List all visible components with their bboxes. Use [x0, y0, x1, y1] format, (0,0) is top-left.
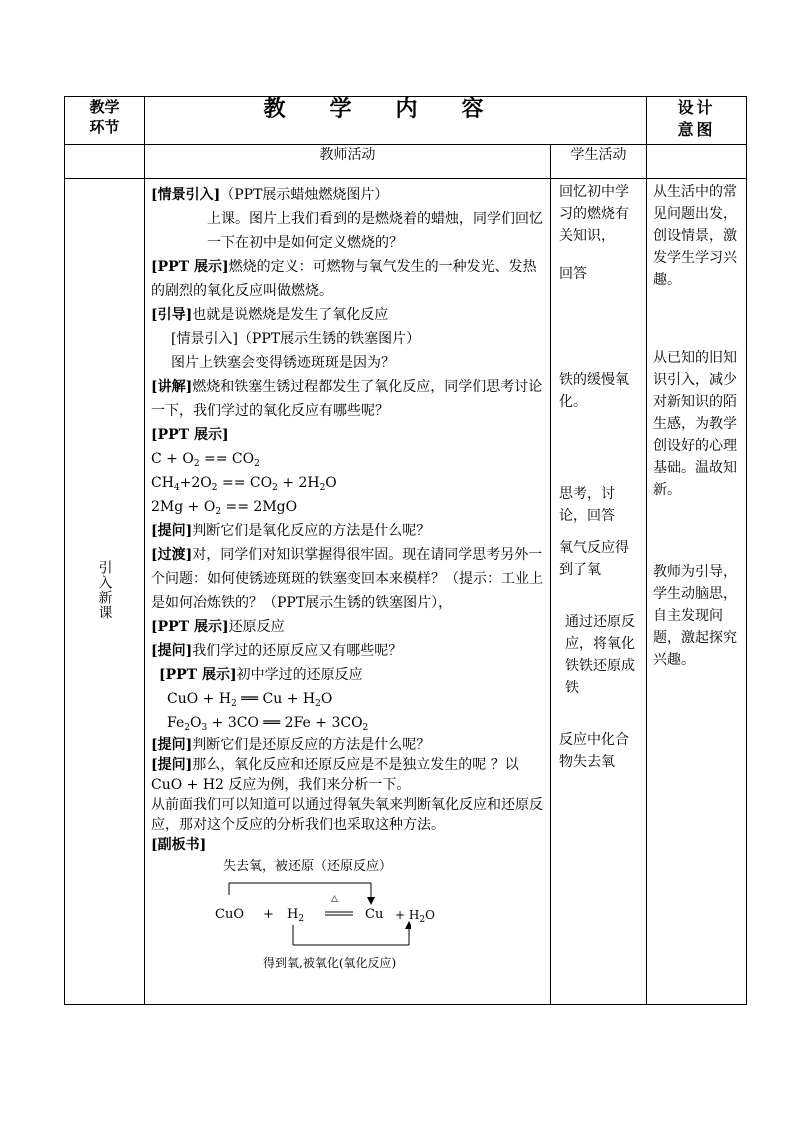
design-intent-cell	[647, 179, 747, 1005]
teacher-line: [副板书]	[151, 837, 207, 853]
design-line: 从已知的旧知识引入，减少对新知识的陌生感，为教学创设好的心理基础。温故知新。	[653, 350, 738, 498]
teacher-line: [过渡]对，同学们对知识掌握得很牢固。现在请同学思考另外一个问题：如何使锈迹斑斑的铁塞变回本来模样？（提示：工业上是如何冶炼铁的？（PPT展示生锈的铁塞图片），	[151, 547, 543, 611]
student-activity-cell	[551, 179, 647, 1005]
diagram-top-label: 失去氧，被还原（还原反应）	[223, 859, 393, 874]
teacher-line: [PPT 展示]初中学过的还原反应	[159, 667, 363, 683]
student-line: 回忆初中学习的燃烧有关知识，	[559, 184, 629, 244]
redox-diagram	[151, 855, 435, 975]
student-activity-header: 学生活动	[551, 145, 647, 179]
diagram-plus: +	[263, 907, 274, 922]
header-segment: 教学 环节	[65, 97, 145, 145]
design-line: 教师为引导，学生动脑思，自主发现问题，激起探究兴趣。	[653, 564, 738, 668]
teacher-line: [情景引入]（PPT展示生锈的铁塞图片）	[171, 331, 421, 347]
segment-label: 引入新课	[96, 559, 113, 620]
teacher-line: [情景引入]（PPT展示蜡烛燃烧图片）	[151, 187, 389, 203]
student-line: 回答	[559, 266, 587, 282]
teacher-activity-cell	[145, 179, 551, 1005]
teacher-line: [PPT 展示]还原反应	[151, 619, 285, 635]
diagram-h2o: + $H_2O$	[395, 908, 435, 925]
diagram-h2: $H_2$	[287, 907, 305, 924]
teacher-line: [提问]判断它们是还原反应的方法是什么呢？	[151, 737, 431, 753]
teacher-activity-header: 教师活动	[145, 145, 551, 179]
student-line: 铁的缓慢氧化。	[559, 372, 629, 410]
design-line: 从生活中的常见问题出发，创设情景，激发学生学习兴趣。	[653, 184, 738, 288]
header-content: 教学内容	[145, 97, 647, 145]
diagram-bottom-label: 得到氧,被氧化(氧化反应)	[263, 956, 397, 970]
teacher-line: [PPT 展示]燃烧的定义：可燃物与氧气发生的一种发光、发热的剧烈的氧化反应叫做燃烧。	[151, 259, 537, 299]
teacher-line: [提问]我们学过的还原反应又有哪些呢？	[151, 643, 403, 659]
formula-line: $Fe_2O_3 + 3CO$ ══ $2Fe + 3CO_2$	[167, 715, 369, 733]
header-design: 设计 意图	[647, 97, 747, 145]
formula-line: $C + O_2 == CO_2$	[151, 451, 260, 469]
teacher-line: 从前面我们可以知道可以通过得氧失氧来判断氧化反应和还原反应，那对这个反应的分析我们也采取这种方法。	[151, 797, 543, 833]
teacher-line: [提问]那么，氧化反应和还原反应是不是独立发生的呢 ？以 CuO + H2 反应为例，我们来分析一下。	[151, 757, 519, 793]
teacher-line: [提问]判断它们是氧化反应的方法是什么呢？	[151, 523, 431, 539]
student-line: 思考，讨论，回答	[559, 486, 615, 524]
student-line: 通过还原反应，将氧化铁铁还原成铁	[565, 614, 635, 696]
teacher-line: [PPT 展示]	[151, 427, 229, 443]
lesson-plan-table	[64, 96, 747, 1005]
segment-cell	[65, 179, 145, 1005]
teacher-line: 上课。图片上我们看到的是燃烧着的蜡烛，同学们回忆一下在初中是如何定义燃烧的？	[207, 211, 543, 251]
formula-line: $CH_4+2O_2 == CO_2 + 2H_2O$	[151, 475, 337, 493]
diagram-cu: Cu	[365, 907, 384, 922]
subheader-empty-right	[647, 145, 747, 179]
subheader-empty	[65, 145, 145, 179]
diagram-delta: △	[331, 894, 338, 904]
top-arrowhead	[367, 897, 375, 905]
diagram-cuo: CuO	[215, 907, 244, 922]
formula-line: CuO + $H_2$ ══ $Cu + H_2O$	[167, 691, 333, 709]
formula-line: $2Mg + O_2 == 2MgO$	[151, 499, 298, 517]
teacher-line: [引导]也就是说燃烧是发生了氧化反应	[151, 307, 389, 323]
student-line: 反应中化合物失去氧	[559, 732, 629, 770]
teacher-line: 图片上铁塞会变得锈迹斑斑是因为？	[171, 355, 395, 371]
teacher-line: [讲解]燃烧和铁塞生锈过程都发生了氧化反应，同学们思考讨论一下，我们学过的氧化反应有哪些呢？	[151, 379, 543, 419]
student-line: 氧气反应得到了氧	[559, 540, 629, 578]
